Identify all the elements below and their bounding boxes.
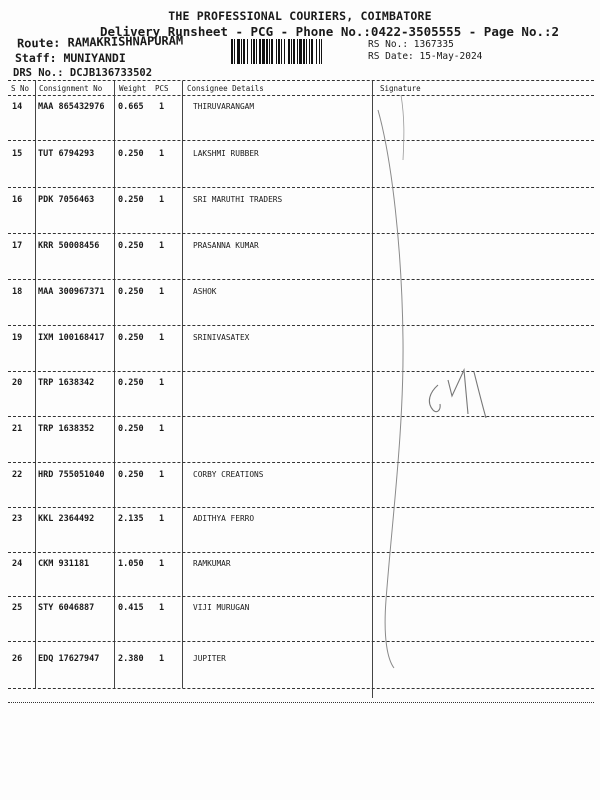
- column-header-signature: Signature: [380, 84, 421, 93]
- row-pcs: 1: [159, 470, 165, 480]
- row-pcs: 1: [159, 241, 165, 251]
- row-consignee: ASHOK: [193, 287, 217, 296]
- column-header-pcs: PCS: [155, 84, 169, 93]
- document-subtitle: Delivery Runsheet - PCG - Phone No.:0422-3505555 - Page No.:2: [100, 24, 560, 39]
- staff-label: Staff: MUNIYANDI: [15, 51, 126, 65]
- row-consignee: SRINIVASATEX: [193, 333, 250, 342]
- row-weight: 0.250: [118, 241, 144, 251]
- row-consignee: VIJI MURUGAN: [193, 603, 250, 612]
- row-weight: 0.250: [118, 470, 144, 480]
- row-weight: 0.250: [118, 378, 144, 388]
- column-header-consignment: Consignment No: [39, 84, 103, 93]
- row-consignee: SRI MARUTHI TRADERS: [193, 195, 283, 204]
- row-weight: 0.250: [118, 195, 144, 205]
- row-weight: 0.250: [118, 149, 144, 159]
- row-pcs: 1: [159, 287, 165, 297]
- row-consignment-no: MAA 865432976: [38, 102, 105, 112]
- row-sno: 22: [12, 470, 23, 480]
- row-consignment-no: CKM 931181: [38, 559, 90, 569]
- row-consignee: LAKSHMI RUBBER: [193, 149, 259, 158]
- row-pcs: 1: [159, 149, 165, 159]
- row-consignment-no: KRR 50008456: [38, 241, 100, 251]
- drs-number: DRS No.: DCJB136733502: [13, 67, 153, 79]
- row-consignee: PRASANNA KUMAR: [193, 241, 259, 250]
- row-sno: 16: [12, 195, 23, 205]
- document-title: THE PROFESSIONAL COURIERS, COIMBATORE: [168, 9, 432, 23]
- row-weight: 1.050: [118, 559, 144, 569]
- row-weight: 0.250: [118, 333, 144, 343]
- row-consignee: THIRUVARANGAM: [193, 102, 255, 111]
- row-consignee: RAMKUMAR: [193, 559, 231, 568]
- rs-date: RS Date: 15-May-2024: [368, 51, 483, 62]
- row-pcs: 1: [159, 424, 165, 434]
- row-consignment-no: TRP 1638342: [38, 378, 95, 388]
- row-weight: 0.250: [118, 287, 144, 297]
- row-sno: 17: [12, 241, 23, 251]
- row-pcs: 1: [159, 559, 165, 569]
- row-sno: 18: [12, 287, 23, 297]
- row-sno: 23: [12, 514, 23, 524]
- row-consignee: ADITHYA FERRO: [193, 514, 255, 523]
- rs-number: RS No.: 1367335: [368, 39, 454, 50]
- row-weight: 2.135: [118, 514, 144, 524]
- row-consignee: JUPITER: [193, 654, 226, 663]
- row-weight: 0.665: [118, 102, 144, 112]
- row-sno: 26: [12, 654, 23, 664]
- row-sno: 20: [12, 378, 23, 388]
- row-consignment-no: EDQ 17627947: [38, 654, 100, 664]
- row-weight: 0.250: [118, 424, 144, 434]
- row-consignment-no: PDK 7056463: [38, 195, 95, 205]
- row-sno: 15: [12, 149, 23, 159]
- column-header-consignee: Consignee Details: [187, 84, 264, 93]
- row-consignment-no: TRP 1638352: [38, 424, 95, 434]
- row-sno: 14: [12, 102, 23, 112]
- row-sno: 24: [12, 559, 23, 569]
- row-consignment-no: TUT 6794293: [38, 149, 95, 159]
- column-header-weight: Weight: [119, 84, 147, 93]
- row-pcs: 1: [159, 333, 165, 343]
- row-weight: 2.380: [118, 654, 144, 664]
- row-pcs: 1: [159, 514, 165, 524]
- route-label: Route: RAMAKRISHNAPURAM: [16, 33, 184, 51]
- row-sno: 19: [12, 333, 23, 343]
- row-consignment-no: KKL 2364492: [38, 514, 95, 524]
- row-sno: 25: [12, 603, 23, 613]
- row-consignment-no: MAA 300967371: [38, 287, 105, 297]
- row-sno: 21: [12, 424, 23, 434]
- row-consignment-no: HRD 755051040: [38, 470, 105, 480]
- row-weight: 0.415: [118, 603, 144, 613]
- row-consignment-no: STY 6046887: [38, 603, 95, 613]
- row-consignment-no: IXM 100168417: [38, 333, 105, 343]
- row-pcs: 1: [159, 654, 165, 664]
- column-header-sno: S No: [11, 84, 30, 93]
- row-pcs: 1: [159, 195, 165, 205]
- row-pcs: 1: [159, 102, 165, 112]
- row-consignee: CORBY CREATIONS: [193, 470, 264, 479]
- row-pcs: 1: [159, 603, 165, 613]
- row-pcs: 1: [159, 378, 165, 388]
